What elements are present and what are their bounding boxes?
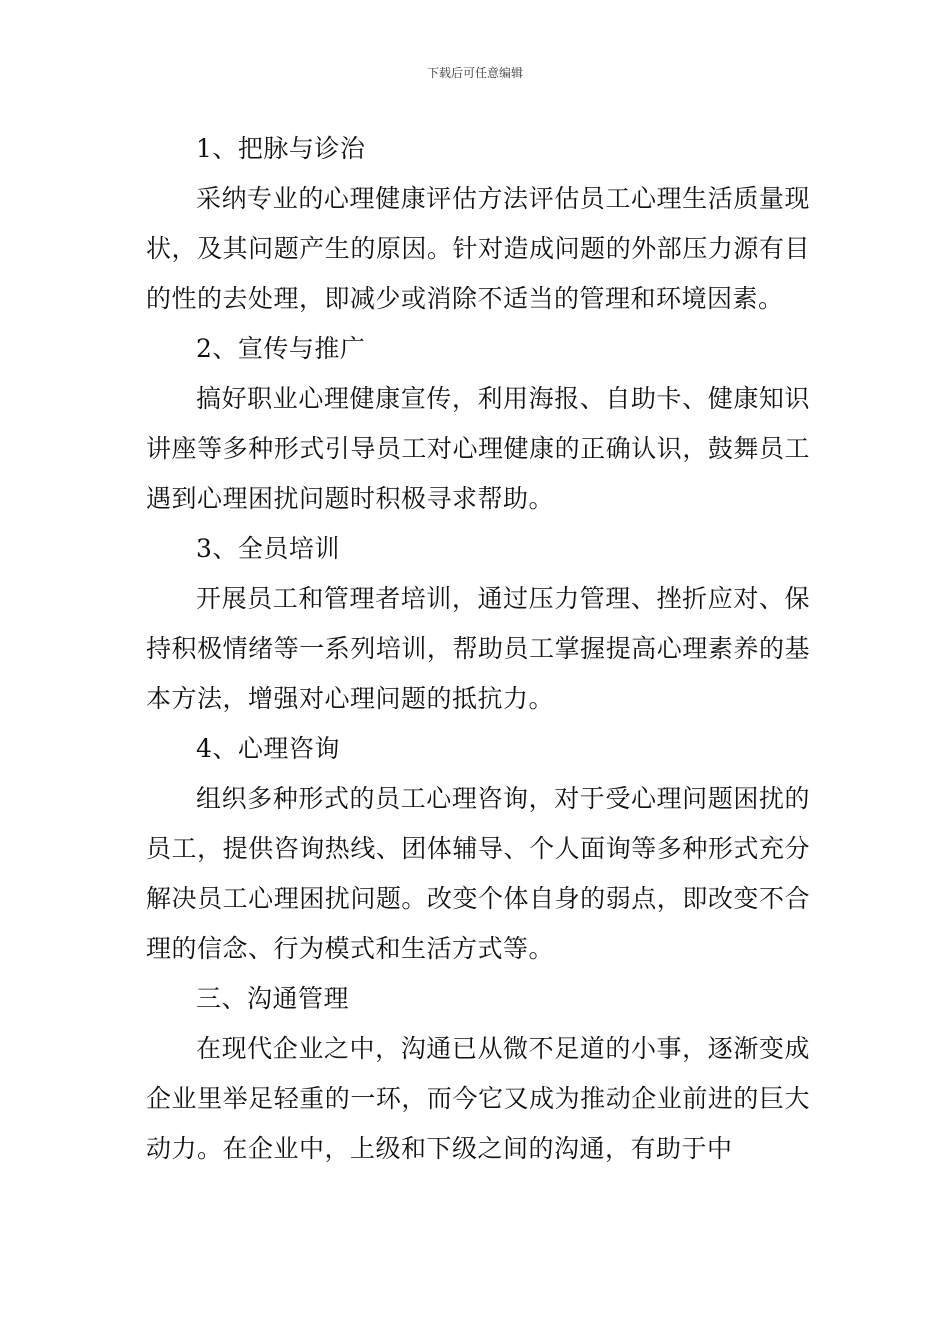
page-header-note: 下载后可任意编辑	[426, 66, 523, 80]
section-heading-2: 2、宣传与推广	[196, 334, 366, 363]
document-body	[146, 124, 810, 1174]
section-heading-4: 4、心理咨询	[196, 734, 340, 763]
section-body-2: 搞好职业心理健康宣传，利用海报、自助卡、健康知识讲座等多种形式引导员工对心理健康的正确认识，鼓舞员工遇到心理困扰问题时积极寻求帮助。	[146, 384, 810, 513]
section-body-1: 采纳专业的心理健康评估方法评估员工心理生活质量现状，及其问题产生的原因。针对造成问题的外部压力源有目的性的去处理，即减少或消除不适当的管理和环境因素。	[146, 184, 810, 313]
section-heading-5: 三、沟通管理	[196, 984, 350, 1013]
section-heading-1: 1、把脉与诊治	[196, 134, 366, 163]
section-heading-3: 3、全员培训	[196, 534, 340, 563]
section-body-5: 在现代企业之中，沟通已从微不足道的小事，逐渐变成企业里举足轻重的一环，而今它又成为推动企业前进的巨大动力。在企业中，上级和下级之间的沟通，有助于中	[146, 1034, 810, 1163]
section-body-3: 开展员工和管理者培训，通过压力管理、挫折应对、保持积极情绪等一系列培训，帮助员工掌握提高心理素养的基本方法，增强对心理问题的抵抗力。	[146, 584, 810, 713]
section-body-4: 组织多种形式的员工心理咨询，对于受心理问题困扰的员工，提供咨询热线、团体辅导、个人面询等多种形式充分解决员工心理困扰问题。改变个体自身的弱点，即改变不合理的信念、行为模式和生活方式等。	[146, 784, 810, 963]
